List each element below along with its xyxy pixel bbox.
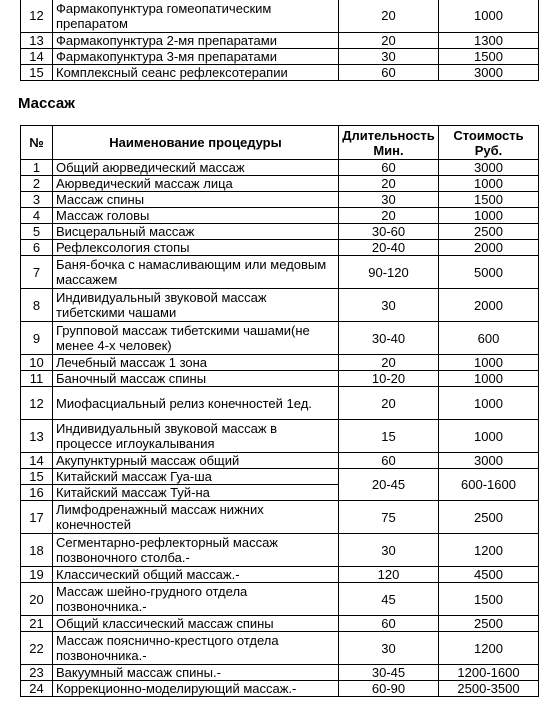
row-number: 22 [21, 632, 53, 665]
table-row [21, 355, 539, 371]
price-cell: 1000 [439, 208, 539, 224]
procedure-name: Висцеральный массаж [53, 224, 339, 240]
procedure-name: Миофасциальный релиз конечностей 1ед. [53, 387, 339, 420]
duration-cell: 60 [339, 160, 439, 176]
row-number: 3 [21, 192, 53, 208]
duration-cell: 10-20 [339, 371, 439, 387]
row-number: 7 [21, 256, 53, 289]
price-cell: 2500 [439, 501, 539, 534]
price-cell: 600 [439, 322, 539, 355]
duration-cell: 60 [339, 616, 439, 632]
duration-cell: 60-90 [339, 681, 439, 697]
procedure-name: Сегментарно-рефлекторный массаж позвоночного столба.- [53, 534, 339, 567]
row-number: 2 [21, 176, 53, 192]
procedure-name: Лечебный массаж 1 зона [53, 355, 339, 371]
table-row [21, 208, 539, 224]
procedure-name: Акупунктурный массаж общий [53, 453, 339, 469]
row-number: 9 [21, 322, 53, 355]
massage-table-body [21, 160, 539, 697]
price-cell: 1200 [439, 632, 539, 665]
procedure-name: Фармакопунктура 3-мя препаратами [53, 49, 339, 65]
table-row [21, 256, 539, 289]
duration-cell: 20 [339, 387, 439, 420]
price-cell: 1000 [439, 176, 539, 192]
price-cell: 2000 [439, 240, 539, 256]
duration-cell: 75 [339, 501, 439, 534]
procedure-name: Массаж головы [53, 208, 339, 224]
row-number: 13 [21, 420, 53, 453]
row-number: 15 [21, 469, 53, 485]
row-number: 23 [21, 665, 53, 681]
table-row [21, 322, 539, 355]
header-duration: Длительность Мин. [339, 126, 439, 160]
duration-cell: 30 [339, 192, 439, 208]
row-number: 16 [21, 485, 53, 501]
table-row [21, 240, 539, 256]
row-number: 24 [21, 681, 53, 697]
table-row [21, 387, 539, 420]
procedure-name: Баня-бочка с намасливающим или медовым массажем [53, 256, 339, 289]
massage-price-table [20, 125, 539, 697]
row-number: 11 [21, 371, 53, 387]
table-header-row [21, 126, 539, 160]
duration-cell: 60 [339, 453, 439, 469]
table-row [21, 33, 539, 49]
header-price: Стоимость Руб. [439, 126, 539, 160]
table-row [21, 420, 539, 453]
table-row [21, 160, 539, 176]
table-row [21, 0, 539, 33]
table-row [21, 176, 539, 192]
price-cell: 5000 [439, 256, 539, 289]
procedure-name: Общий классический массаж спины [53, 616, 339, 632]
procedure-name: Фармакопунктура гомеопатическим препаратом [53, 0, 339, 33]
procedure-name: Индивидуальный звуковой массаж в процессе иглоукалывания [53, 420, 339, 453]
procedure-name: Комплексный сеанс рефлексотерапии [53, 65, 339, 81]
procedure-name: Китайский массаж Туй-на [53, 485, 339, 501]
header-number: № [21, 126, 53, 160]
duration-cell: 30-40 [339, 322, 439, 355]
table-row [21, 583, 539, 616]
row-number: 1 [21, 160, 53, 176]
duration-cell: 60 [339, 65, 439, 81]
procedure-name: Коррекционно-моделирующий массаж.- [53, 681, 339, 697]
row-number: 13 [21, 33, 53, 49]
header-procedure-name: Наименование процедуры [53, 126, 339, 160]
procedure-name: Лимфодренажный массаж нижних конечностей [53, 501, 339, 534]
row-number: 12 [21, 0, 53, 33]
row-number: 19 [21, 567, 53, 583]
row-number: 14 [21, 453, 53, 469]
duration-cell: 30-45 [339, 665, 439, 681]
row-number: 14 [21, 49, 53, 65]
procedure-name: Индивидуальный звуковой массаж тибетскими чашами [53, 289, 339, 322]
duration-cell: 30 [339, 632, 439, 665]
price-cell: 1000 [439, 420, 539, 453]
price-cell: 600-1600 [439, 469, 539, 501]
duration-cell: 20 [339, 0, 439, 33]
table-row [21, 49, 539, 65]
price-cell: 1000 [439, 371, 539, 387]
procedure-name: Общий аюрведический массаж [53, 160, 339, 176]
price-cell: 3000 [439, 453, 539, 469]
procedure-name: Рефлексология стопы [53, 240, 339, 256]
price-cell: 1500 [439, 583, 539, 616]
duration-cell: 20 [339, 176, 439, 192]
duration-cell: 45 [339, 583, 439, 616]
table-row [21, 567, 539, 583]
table-row [21, 289, 539, 322]
procedure-name: Китайский массаж Гуа-ша [53, 469, 339, 485]
procedure-name: Массаж шейно-грудного отдела позвоночника.- [53, 583, 339, 616]
table-row [21, 371, 539, 387]
previous-price-table-tail [20, 0, 539, 81]
procedure-name: Групповой массаж тибетскими чашами(не менее 4-х человек) [53, 322, 339, 355]
row-number: 8 [21, 289, 53, 322]
row-number: 21 [21, 616, 53, 632]
row-number: 15 [21, 65, 53, 81]
price-cell: 2500-3500 [439, 681, 539, 697]
price-cell: 1500 [439, 192, 539, 208]
price-cell: 1000 [439, 355, 539, 371]
price-cell: 2000 [439, 289, 539, 322]
duration-cell: 20 [339, 33, 439, 49]
price-cell: 1200 [439, 534, 539, 567]
procedure-name: Массаж пояснично-крестцого отдела позвоночника.- [53, 632, 339, 665]
row-number: 18 [21, 534, 53, 567]
table-row [21, 534, 539, 567]
duration-cell: 20-45 [339, 469, 439, 501]
table-row [21, 665, 539, 681]
table-row [21, 632, 539, 665]
price-cell: 4500 [439, 567, 539, 583]
duration-cell: 15 [339, 420, 439, 453]
duration-cell: 30 [339, 534, 439, 567]
row-number: 4 [21, 208, 53, 224]
duration-cell: 20 [339, 208, 439, 224]
price-cell: 1500 [439, 49, 539, 65]
section-heading: Массаж [18, 95, 75, 112]
table-row [21, 65, 539, 81]
price-cell: 1000 [439, 387, 539, 420]
table-row [21, 616, 539, 632]
row-number: 20 [21, 583, 53, 616]
procedure-name: Классический общий массаж.- [53, 567, 339, 583]
table-row [21, 224, 539, 240]
table-row [21, 453, 539, 469]
table-row [21, 469, 539, 485]
price-cell: 1200-1600 [439, 665, 539, 681]
table-row [21, 192, 539, 208]
price-cell: 1300 [439, 33, 539, 49]
table-row [21, 501, 539, 534]
procedure-name: Баночный массаж спины [53, 371, 339, 387]
duration-cell: 30 [339, 289, 439, 322]
row-number: 12 [21, 387, 53, 420]
row-number: 17 [21, 501, 53, 534]
price-cell: 2500 [439, 616, 539, 632]
duration-cell: 120 [339, 567, 439, 583]
duration-cell: 20-40 [339, 240, 439, 256]
price-cell: 3000 [439, 160, 539, 176]
price-cell: 2500 [439, 224, 539, 240]
row-number: 5 [21, 224, 53, 240]
procedure-name: Аюрведический массаж лица [53, 176, 339, 192]
procedure-name: Фармакопунктура 2-мя препаратами [53, 33, 339, 49]
procedure-name: Массаж спины [53, 192, 339, 208]
table-row [21, 681, 539, 697]
duration-cell: 30 [339, 49, 439, 65]
row-number: 10 [21, 355, 53, 371]
duration-cell: 20 [339, 355, 439, 371]
price-cell: 1000 [439, 0, 539, 33]
duration-cell: 90-120 [339, 256, 439, 289]
row-number: 6 [21, 240, 53, 256]
procedure-name: Вакуумный массаж спины.- [53, 665, 339, 681]
duration-cell: 30-60 [339, 224, 439, 240]
price-cell: 3000 [439, 65, 539, 81]
